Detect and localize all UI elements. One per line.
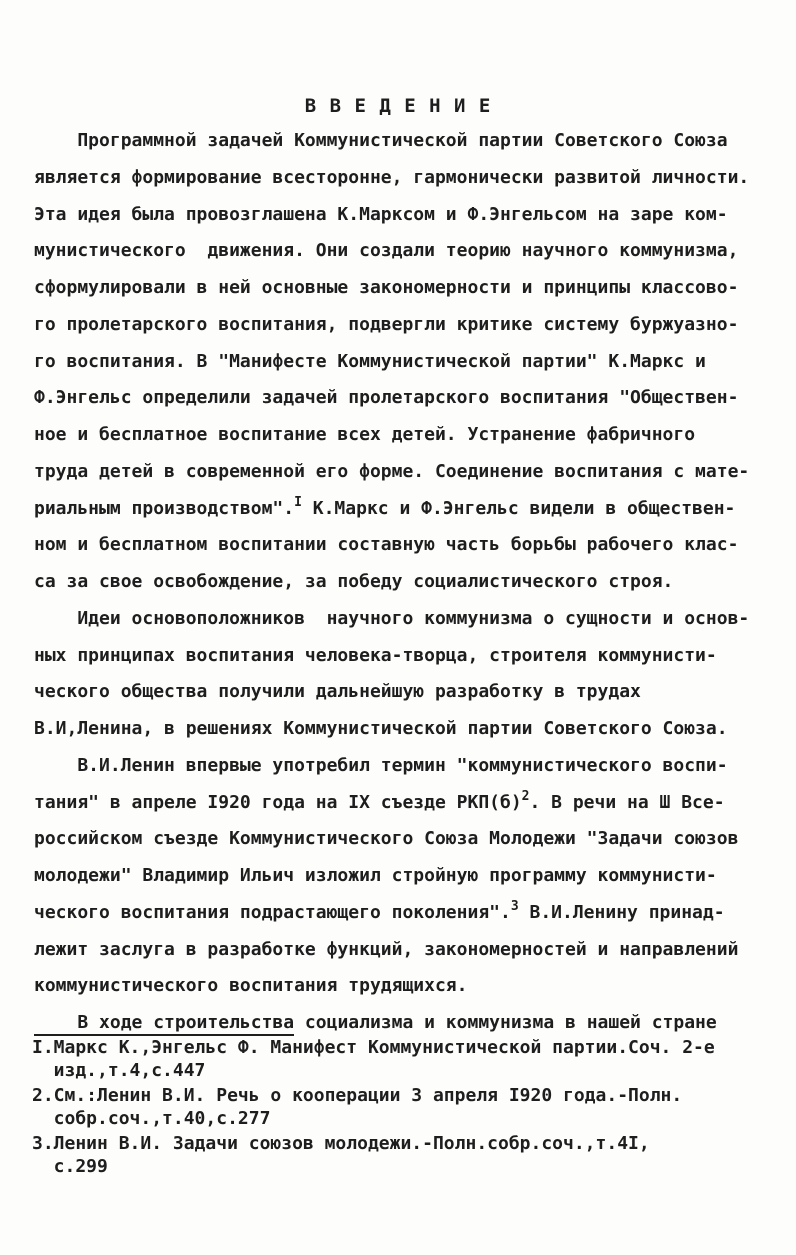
footnote-line: изд.,т.4,с.447 <box>32 1060 206 1081</box>
text-line: риальным производством".$^I$ К.Маркс и Ф.Энгельс видели в обществен- <box>34 494 736 519</box>
body-text <box>34 123 764 1042</box>
text-line: ных принципах воспитания человека-творца, строителя коммунисти- <box>34 644 717 666</box>
text-line: ном и бесплатном воспитании составную часть борьбы рабочего клас- <box>34 534 739 556</box>
text-line: Эта идея была провозглашена К.Марксом и Ф.Энгельсом на заре ком- <box>34 203 728 225</box>
text-line: Ф.Энгельс определили задачей пролетарского воспитания "Обществен- <box>34 387 739 409</box>
footnote-item <box>32 1084 766 1130</box>
text-line: сформулировали в ней основные закономерности и принципы классово- <box>34 277 739 298</box>
section-title: В В Е Д Е Н И Е <box>304 95 492 117</box>
text-line: коммунистического воспитания трудящихся. <box>34 975 468 997</box>
footnote-line: собр.соч.,т.40,с.277 <box>32 1108 271 1129</box>
text-line: В ходе строительства социализма и коммунизма в нашей стране <box>34 1005 764 1042</box>
underlined-phrase: В ходе строительства <box>34 1012 294 1036</box>
footnote-marker: 2 <box>521 788 530 804</box>
text-line: Идеи основоположников научного коммунизма о сущности и основ- <box>34 607 750 629</box>
text-line: са за свое освобождение, за победу социалистического строя. <box>34 571 674 592</box>
text-line: труда детей в современной его форме. Соединение воспитания с мате- <box>34 460 750 482</box>
text-line: го воспитания. В "Манифесте Коммунистической партии" К.Маркс и <box>34 350 706 372</box>
text-line: ческого воспитания подрастающего поколения".$^3$ В.И.Ленину принад- <box>34 898 725 923</box>
text-line: молодежи" Владимир Ильич изложил стройную программу коммунисти- <box>34 865 717 886</box>
text-line: является формирование всесторонне, гармонически развитой личности. <box>34 166 750 188</box>
text-line: В.И.Ленин впервые употребил термин "коммунистического воспи- <box>34 754 728 776</box>
text-line: Программной задачей Коммунистической партии Советского Союза <box>34 130 728 151</box>
footnote-line: I.Маркс К.,Энгельс Ф. Манифест Коммунистической партии.Соч. 2-е <box>32 1037 715 1058</box>
text-line: лежит заслуга в разработке функций, закономерностей и направлений <box>34 938 739 960</box>
text-line: тания" в апреле I920 года на IX съезде $РКП(б)^2$. В речи на Ш Все- <box>34 788 725 813</box>
text-line: В.И,Ленина, в решениях Коммунистической партии Советского Союза. <box>34 718 728 739</box>
footnote-item <box>32 1036 766 1082</box>
footnote-marker: 3 <box>510 898 519 914</box>
text-line: ное и бесплатное воспитание всех детей. Устранение фабричного <box>34 424 696 445</box>
footnote-line: 2.См.:Ленин В.И. Речь о кооперации 3 апреля I920 года.-Полн. <box>32 1085 683 1106</box>
text-line: российском съезде Коммунистического Союза Молодежи "Задачи союзов <box>34 828 739 850</box>
footnote-item <box>32 1132 766 1178</box>
footnotes <box>32 1036 766 1180</box>
text-line: мунистического движения. Они создали теорию научного коммунизма, <box>34 240 739 262</box>
text-line: ческого общества получили дальнейшую разработку в трудах <box>34 681 641 703</box>
footnote-line: с.299 <box>32 1156 108 1177</box>
footnote-line: 3.Ленин В.И. Задачи союзов молодежи.-Полн.собр.соч.,т.4I, <box>32 1133 650 1154</box>
footnote-marker: I <box>294 494 302 510</box>
text-line: го пролетарского воспитания, подвергли критике систему буржуазно- <box>34 313 739 335</box>
